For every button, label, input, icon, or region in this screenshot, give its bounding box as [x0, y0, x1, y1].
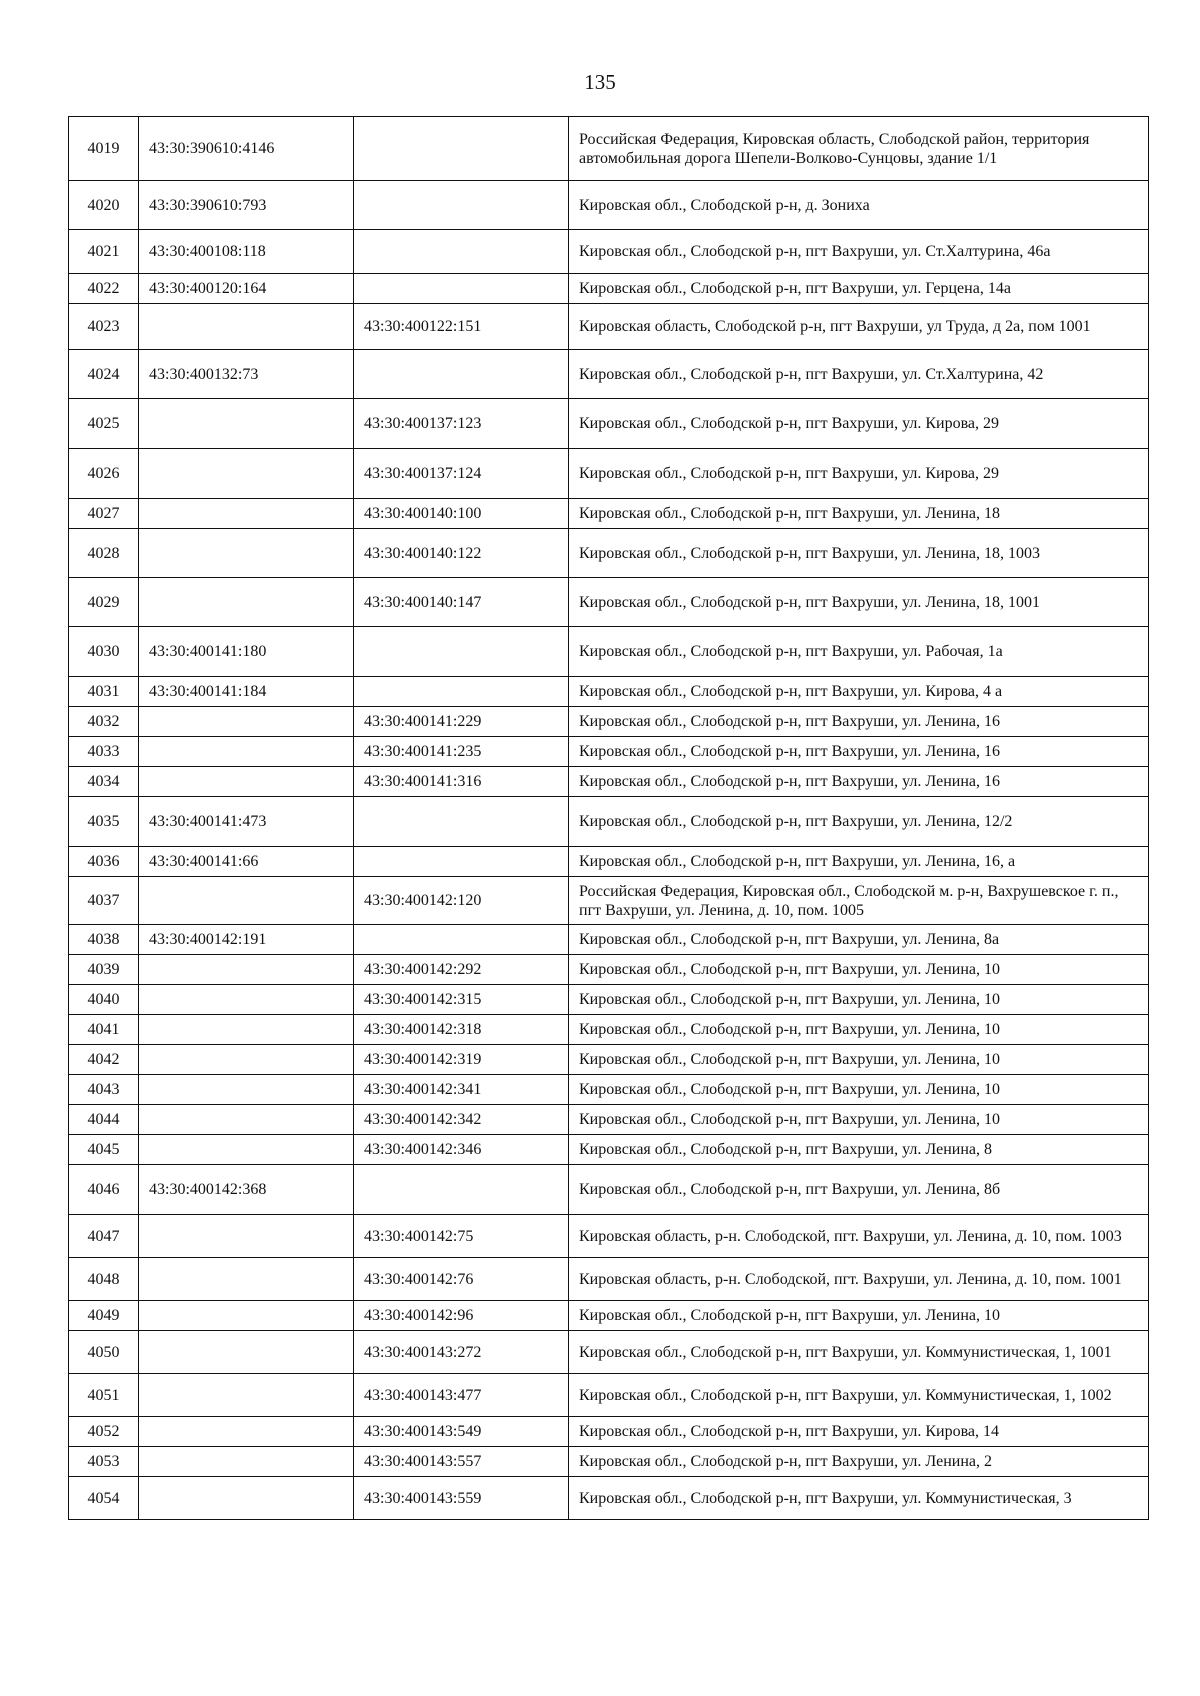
cadastral-number-cell	[139, 737, 354, 767]
parent-cadastral-number-cell: 43:30:400143:549	[354, 1417, 569, 1447]
row-number-cell: 4020	[69, 181, 139, 230]
table-row	[69, 449, 1149, 499]
cadastral-number-cell: 43:30:400132:73	[139, 350, 354, 399]
table-row	[69, 1374, 1149, 1417]
row-number-cell: 4028	[69, 529, 139, 578]
address-cell: Кировская обл., Слободской р-н, пгт Вахруши, ул. Ленина, 16	[569, 707, 1149, 737]
cadastral-number-cell	[139, 304, 354, 350]
table-row	[69, 847, 1149, 877]
row-number-cell: 4029	[69, 578, 139, 627]
address-cell: Кировская область, Слободской р-н, пгт Вахруши, ул Труда, д 2а, пом 1001	[569, 304, 1149, 350]
parent-cadastral-number-cell	[354, 181, 569, 230]
row-number-cell: 4042	[69, 1045, 139, 1075]
parent-cadastral-number-cell: 43:30:400140:122	[354, 529, 569, 578]
address-cell: Кировская обл., Слободской р-н, пгт Вахруши, ул. Коммунистическая, 1, 1002	[569, 1374, 1149, 1417]
address-cell: Кировская обл., Слободской р-н, пгт Вахруши, ул. Ленина, 10	[569, 1301, 1149, 1331]
address-cell: Кировская обл., Слободской р-н, пгт Вахруши, ул. Ленина, 18, 1003	[569, 529, 1149, 578]
address-cell: Кировская обл., Слободской р-н, пгт Вахруши, ул. Герцена, 14а	[569, 274, 1149, 304]
cadastral-number-cell: 43:30:400141:180	[139, 627, 354, 677]
table-row	[69, 1165, 1149, 1215]
cadastral-number-cell: 43:30:400108:118	[139, 230, 354, 274]
row-number-cell: 4023	[69, 304, 139, 350]
address-cell: Кировская обл., Слободской р-н, пгт Вахруши, ул. Ленина, 10	[569, 1045, 1149, 1075]
table-row	[69, 925, 1149, 955]
row-number-cell: 4053	[69, 1447, 139, 1477]
parent-cadastral-number-cell: 43:30:400141:229	[354, 707, 569, 737]
cadastral-number-cell: 43:30:400141:66	[139, 847, 354, 877]
cadastral-number-cell	[139, 1135, 354, 1165]
table-row	[69, 499, 1149, 529]
parent-cadastral-number-cell	[354, 350, 569, 399]
parent-cadastral-number-cell	[354, 847, 569, 877]
parent-cadastral-number-cell: 43:30:400122:151	[354, 304, 569, 350]
table-row	[69, 529, 1149, 578]
address-cell: Кировская обл., Слободской р-н, пгт Вахруши, ул. Коммунистическая, 1, 1001	[569, 1331, 1149, 1374]
parent-cadastral-number-cell: 43:30:400142:292	[354, 955, 569, 985]
row-number-cell: 4041	[69, 1015, 139, 1045]
address-cell: Кировская обл., Слободской р-н, пгт Вахруши, ул. Ст.Халтурина, 46а	[569, 230, 1149, 274]
cadastral-number-cell	[139, 955, 354, 985]
row-number-cell: 4046	[69, 1165, 139, 1215]
cadastral-number-cell	[139, 1075, 354, 1105]
address-cell: Кировская обл., Слободской р-н, пгт Вахруши, ул. Кирова, 4 а	[569, 677, 1149, 707]
cadastral-number-cell	[139, 1045, 354, 1075]
row-number-cell: 4021	[69, 230, 139, 274]
table-row	[69, 578, 1149, 627]
address-cell: Кировская обл., Слободской р-н, пгт Вахруши, ул. Ленина, 18, 1001	[569, 578, 1149, 627]
table-row	[69, 627, 1149, 677]
table-row	[69, 1331, 1149, 1374]
address-cell: Кировская обл., Слободской р-н, пгт Вахруши, ул. Ленина, 10	[569, 1015, 1149, 1045]
table-row	[69, 1215, 1149, 1258]
address-cell: Кировская обл., Слободской р-н, пгт Вахруши, ул. Коммунистическая, 3	[569, 1477, 1149, 1520]
row-number-cell: 4039	[69, 955, 139, 985]
parent-cadastral-number-cell	[354, 274, 569, 304]
cadastral-number-cell: 43:30:400141:473	[139, 797, 354, 847]
cadastral-number-cell	[139, 529, 354, 578]
table-row	[69, 230, 1149, 274]
parent-cadastral-number-cell	[354, 677, 569, 707]
address-cell: Кировская обл., Слободской р-н, пгт Вахруши, ул. Ленина, 10	[569, 955, 1149, 985]
address-cell: Кировская обл., Слободской р-н, д. Зониха	[569, 181, 1149, 230]
address-cell: Кировская обл., Слободской р-н, пгт Вахруши, ул. Ленина, 10	[569, 985, 1149, 1015]
cadastral-number-cell	[139, 578, 354, 627]
row-number-cell: 4035	[69, 797, 139, 847]
table-row	[69, 1135, 1149, 1165]
row-number-cell: 4030	[69, 627, 139, 677]
address-cell: Кировская обл., Слободской р-н, пгт Вахруши, ул. Ленина, 16, а	[569, 847, 1149, 877]
cadastral-number-cell: 43:30:390610:4146	[139, 117, 354, 181]
table-row	[69, 797, 1149, 847]
table-row	[69, 304, 1149, 350]
cadastral-number-cell	[139, 1331, 354, 1374]
row-number-cell: 4047	[69, 1215, 139, 1258]
cadastral-number-cell	[139, 1374, 354, 1417]
parent-cadastral-number-cell	[354, 230, 569, 274]
cadastral-number-cell	[139, 767, 354, 797]
parent-cadastral-number-cell	[354, 117, 569, 181]
address-cell: Кировская обл., Слободской р-н, пгт Вахруши, ул. Ленина, 2	[569, 1447, 1149, 1477]
parent-cadastral-number-cell	[354, 627, 569, 677]
parent-cadastral-number-cell: 43:30:400140:100	[354, 499, 569, 529]
row-number-cell: 4040	[69, 985, 139, 1015]
address-cell: Кировская обл., Слободской р-н, пгт Вахруши, ул. Ленина, 16	[569, 737, 1149, 767]
cadastral-number-cell	[139, 1447, 354, 1477]
table-row	[69, 1258, 1149, 1301]
registry-table	[68, 116, 1149, 1520]
table-row	[69, 399, 1149, 449]
address-cell: Кировская обл., Слободской р-н, пгт Вахруши, ул. Ленина, 12/2	[569, 797, 1149, 847]
parent-cadastral-number-cell: 43:30:400143:559	[354, 1477, 569, 1520]
cadastral-number-cell	[139, 985, 354, 1015]
parent-cadastral-number-cell: 43:30:400142:76	[354, 1258, 569, 1301]
table-row	[69, 955, 1149, 985]
row-number-cell: 4027	[69, 499, 139, 529]
row-number-cell: 4025	[69, 399, 139, 449]
row-number-cell: 4037	[69, 877, 139, 925]
parent-cadastral-number-cell: 43:30:400137:124	[354, 449, 569, 499]
parent-cadastral-number-cell: 43:30:400137:123	[354, 399, 569, 449]
row-number-cell: 4050	[69, 1331, 139, 1374]
cadastral-number-cell: 43:30:390610:793	[139, 181, 354, 230]
address-cell: Кировская обл., Слободской р-н, пгт Вахруши, ул. Кирова, 14	[569, 1417, 1149, 1447]
cadastral-number-cell	[139, 1477, 354, 1520]
parent-cadastral-number-cell: 43:30:400142:319	[354, 1045, 569, 1075]
table-row	[69, 1447, 1149, 1477]
address-cell: Кировская обл., Слободской р-н, пгт Вахруши, ул. Ст.Халтурина, 42	[569, 350, 1149, 399]
row-number-cell: 4024	[69, 350, 139, 399]
parent-cadastral-number-cell: 43:30:400143:557	[354, 1447, 569, 1477]
address-cell: Кировская обл., Слободской р-н, пгт Вахруши, ул. Ленина, 18	[569, 499, 1149, 529]
address-cell: Российская Федерация, Кировская область, Слободской район, территория автомобильная дорога Шепели-Волково-Сунцовы, здание 1/1	[569, 117, 1149, 181]
cadastral-number-cell	[139, 1215, 354, 1258]
parent-cadastral-number-cell: 43:30:400142:346	[354, 1135, 569, 1165]
parent-cadastral-number-cell: 43:30:400143:272	[354, 1331, 569, 1374]
cadastral-number-cell	[139, 499, 354, 529]
address-cell: Кировская обл., Слободской р-н, пгт Вахруши, ул. Кирова, 29	[569, 399, 1149, 449]
cadastral-number-cell	[139, 1015, 354, 1045]
cadastral-number-cell: 43:30:400120:164	[139, 274, 354, 304]
cadastral-number-cell	[139, 1301, 354, 1331]
cadastral-number-cell	[139, 1105, 354, 1135]
row-number-cell: 4049	[69, 1301, 139, 1331]
row-number-cell: 4033	[69, 737, 139, 767]
parent-cadastral-number-cell: 43:30:400142:96	[354, 1301, 569, 1331]
table-row	[69, 1015, 1149, 1045]
address-cell: Российская Федерация, Кировская обл., Слободской м. р-н, Вахрушевское г. п., пгт Вахруши, ул. Ленина, д. 10, пом. 1005	[569, 877, 1149, 925]
table-row	[69, 737, 1149, 767]
row-number-cell: 4038	[69, 925, 139, 955]
page-number: 135	[584, 70, 616, 94]
cadastral-number-cell	[139, 1417, 354, 1447]
parent-cadastral-number-cell: 43:30:400140:147	[354, 578, 569, 627]
table-row	[69, 181, 1149, 230]
row-number-cell: 4031	[69, 677, 139, 707]
parent-cadastral-number-cell: 43:30:400142:342	[354, 1105, 569, 1135]
address-cell: Кировская обл., Слободской р-н, пгт Вахруши, ул. Ленина, 8б	[569, 1165, 1149, 1215]
parent-cadastral-number-cell: 43:30:400142:341	[354, 1075, 569, 1105]
table-row	[69, 767, 1149, 797]
row-number-cell: 4054	[69, 1477, 139, 1520]
parent-cadastral-number-cell: 43:30:400141:316	[354, 767, 569, 797]
cadastral-number-cell: 43:30:400142:368	[139, 1165, 354, 1215]
cadastral-number-cell: 43:30:400142:191	[139, 925, 354, 955]
parent-cadastral-number-cell: 43:30:400141:235	[354, 737, 569, 767]
cadastral-number-cell	[139, 1258, 354, 1301]
address-cell: Кировская обл., Слободской р-н, пгт Вахруши, ул. Ленина, 8а	[569, 925, 1149, 955]
address-cell: Кировская обл., Слободской р-н, пгт Вахруши, ул. Ленина, 10	[569, 1105, 1149, 1135]
row-number-cell: 4034	[69, 767, 139, 797]
cadastral-number-cell	[139, 399, 354, 449]
parent-cadastral-number-cell: 43:30:400143:477	[354, 1374, 569, 1417]
cadastral-number-cell	[139, 707, 354, 737]
address-cell: Кировская область, р-н. Слободской, пгт. Вахруши, ул. Ленина, д. 10, пом. 1003	[569, 1215, 1149, 1258]
table-row	[69, 707, 1149, 737]
row-number-cell: 4022	[69, 274, 139, 304]
table-row	[69, 1301, 1149, 1331]
row-number-cell: 4045	[69, 1135, 139, 1165]
address-cell: Кировская обл., Слободской р-н, пгт Вахруши, ул. Ленина, 8	[569, 1135, 1149, 1165]
address-cell: Кировская обл., Слободской р-н, пгт Вахруши, ул. Ленина, 10	[569, 1075, 1149, 1105]
row-number-cell: 4052	[69, 1417, 139, 1447]
parent-cadastral-number-cell	[354, 1165, 569, 1215]
table-row	[69, 677, 1149, 707]
table-row	[69, 274, 1149, 304]
table-row	[69, 985, 1149, 1015]
cadastral-number-cell	[139, 877, 354, 925]
table-row	[69, 117, 1149, 181]
cadastral-number-cell	[139, 449, 354, 499]
table-row	[69, 350, 1149, 399]
row-number-cell: 4026	[69, 449, 139, 499]
parent-cadastral-number-cell: 43:30:400142:120	[354, 877, 569, 925]
address-cell: Кировская обл., Слободской р-н, пгт Вахруши, ул. Рабочая, 1а	[569, 627, 1149, 677]
cadastral-number-cell: 43:30:400141:184	[139, 677, 354, 707]
table-row	[69, 1075, 1149, 1105]
parent-cadastral-number-cell	[354, 925, 569, 955]
table-row	[69, 1477, 1149, 1520]
parent-cadastral-number-cell: 43:30:400142:75	[354, 1215, 569, 1258]
row-number-cell: 4032	[69, 707, 139, 737]
address-cell: Кировская обл., Слободской р-н, пгт Вахруши, ул. Кирова, 29	[569, 449, 1149, 499]
parent-cadastral-number-cell: 43:30:400142:315	[354, 985, 569, 1015]
table-row	[69, 1045, 1149, 1075]
row-number-cell: 4019	[69, 117, 139, 181]
row-number-cell: 4043	[69, 1075, 139, 1105]
address-cell: Кировская область, р-н. Слободской, пгт. Вахруши, ул. Ленина, д. 10, пом. 1001	[569, 1258, 1149, 1301]
table-row	[69, 1417, 1149, 1447]
row-number-cell: 4051	[69, 1374, 139, 1417]
address-cell: Кировская обл., Слободской р-н, пгт Вахруши, ул. Ленина, 16	[569, 767, 1149, 797]
parent-cadastral-number-cell	[354, 797, 569, 847]
table-row	[69, 1105, 1149, 1135]
table-row	[69, 877, 1149, 925]
row-number-cell: 4036	[69, 847, 139, 877]
registry-table-body	[69, 117, 1149, 1520]
row-number-cell: 4044	[69, 1105, 139, 1135]
parent-cadastral-number-cell: 43:30:400142:318	[354, 1015, 569, 1045]
row-number-cell: 4048	[69, 1258, 139, 1301]
